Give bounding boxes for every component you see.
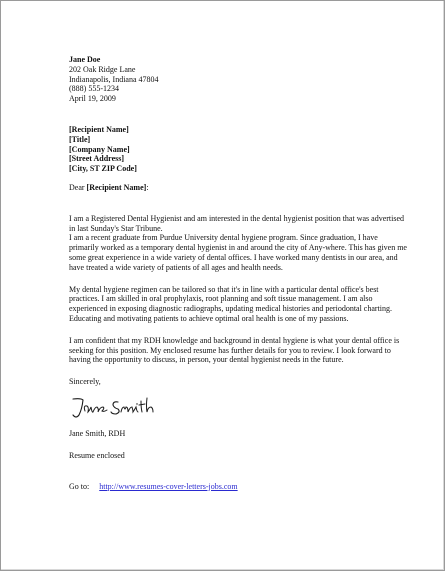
recipient-company: [Company Name]	[69, 144, 130, 154]
sender-street: 202 Oak Ridge Lane	[69, 64, 136, 74]
paragraph-3: My dental hygiene regimen can be tailored so that it's in line with a particular dental office's best practices. I am skilled in oral prophylaxis, root planning and soft tissue management. I am also experienced in exposing diagnostic radiographs, updating medical histories and periodontal charting. Educating and motivating patients to achieve optimal oral health is one of my passions.	[69, 284, 393, 323]
letter-date: April 19, 2009	[69, 94, 116, 104]
website-link[interactable]: http://www.resumes-cover-letters-jobs.com	[99, 481, 238, 491]
valediction: Sincerely,	[69, 377, 101, 387]
go-to-label: Go to:	[69, 481, 90, 491]
paragraph-1: I am a Registered Dental Hygienist and am interested in the dental hygienist position that was advertised in last Sunday's Star Tribune.	[69, 213, 405, 233]
cover-letter	[69, 55, 409, 491]
paragraph-2: I am a recent graduate from Purdue University dental hygiene program. Since graduation, I have primarily worked as a temporary dental hygienist in and around the city of Any-where. This has given me some great experience in a wide variety of dental offices. I have worked many dentists in our area, and have treated a wide variety of patients of all ages and health needs.	[69, 233, 407, 272]
sender-city: Indianapolis, Indiana 47804	[69, 74, 159, 84]
go-to-line	[69, 482, 409, 492]
paragraph-closing	[69, 336, 407, 365]
enclosure-note: Resume enclosed	[69, 450, 125, 460]
sender-block	[69, 55, 409, 104]
paragraph-4: I am confident that my RDH knowledge and background in dental hygiene is what your dental office is seeking for this position. My enclosed resume has further details for you to review. I look forward to having the opportunity to discuss, in person, your dental hygienist needs in the future.	[69, 335, 400, 365]
signer-name: Jane Smith, RDH	[69, 428, 126, 438]
recipient-name: [Recipient Name]	[69, 124, 129, 134]
handwritten-signature	[69, 393, 409, 419]
signature-drawing	[69, 393, 159, 421]
recipient-block	[69, 125, 409, 174]
recipient-street: [Street Address]	[69, 154, 125, 164]
greeting-prefix: Dear	[69, 182, 87, 192]
paragraph-skills	[69, 285, 407, 324]
greeting-name: [Recipient Name]	[86, 182, 147, 192]
paragraph-interest	[69, 214, 407, 273]
recipient-title: [Title]	[69, 134, 91, 144]
sender-phone: (888) 555-1234	[69, 84, 119, 94]
recipient-city: [City, ST ZIP Code]	[69, 164, 137, 174]
greeting	[69, 183, 409, 193]
greeting-suffix: :	[146, 182, 149, 192]
sender-name: Jane Doe	[69, 55, 101, 64]
